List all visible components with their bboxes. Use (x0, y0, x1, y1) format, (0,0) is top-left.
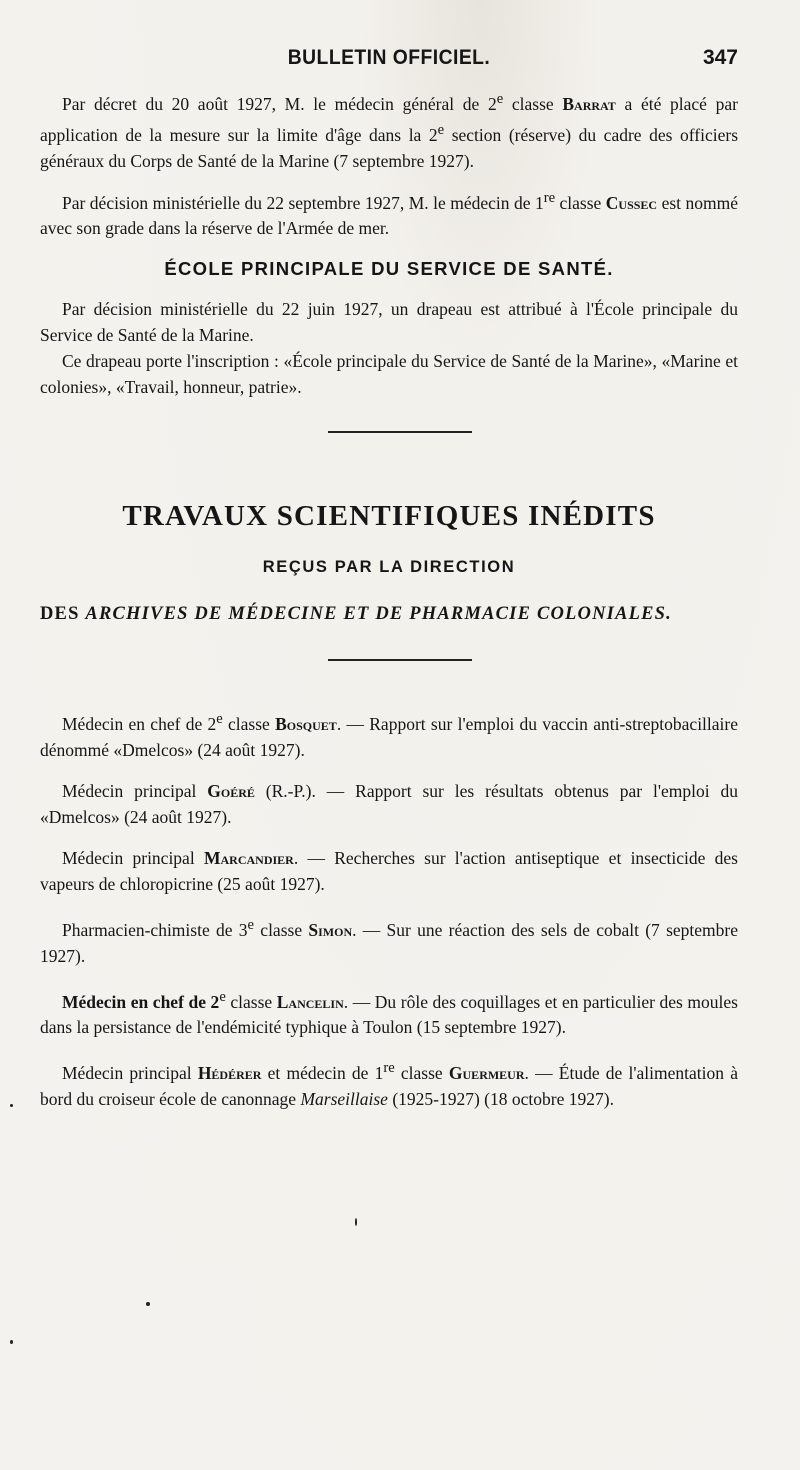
scan-speck (10, 1340, 13, 1344)
decree-paragraph: Par décret du 20 août 1927, M. le médecin général de 2e classe Barrat a été placé par application de la mesure sur la limite d'âge dans la 2e section (réserve) du cadre des officiers généraux du Corps de Santé de la Marine (7 septembre 1927). (40, 91, 739, 171)
list-item: Médecin principal Goéré (R.-P.). — Rapport sur les résultats obtenus par l'emploi du «Dmelcos» (24 août 1927). (40, 780, 738, 827)
section-heading: ÉCOLE PRINCIPALE DU SERVICE DE SANTÉ. (164, 258, 614, 279)
journal-name: ARCHIVES DE MÉDECINE ET DE PHARMACIE COLONIALES. (85, 604, 672, 624)
author-name: Hédérer (197, 1063, 262, 1084)
header-title: BULLETIN OFFICIEL. (287, 46, 491, 69)
running-header (40, 46, 738, 80)
decision-paragraph: Par décision ministérielle du 22 septembre 1927, M. le médecin de 1re classe Cussec est nommé avec son grade dans la réserve de l'Armée de mer. (40, 189, 738, 239)
scan-speck (355, 1218, 357, 1226)
page-number: 347 (702, 46, 738, 69)
list-item: Médecin en chef de 2e classe Lancelin. — Du rôle des coquillages et en particulier des moules dans la persistance de l'endémicité typhique à Toulon (15 septembre 1927). (40, 988, 738, 1038)
divider-rule (328, 431, 472, 433)
works-list (40, 706, 738, 1127)
author-name: Lancelin (276, 991, 344, 1012)
author-name: Marcandier (203, 847, 294, 868)
author-name: Goéré (207, 780, 255, 801)
list-item: Médecin principal Hédérer et médecin de 1re classe Guermeur. — Étude de l'alimentation à bord du croiseur école de canonnage Marseillaise (1925-1927) (18 octobre 1927). (40, 1060, 738, 1110)
school-notices (40, 296, 738, 400)
list-item: Pharmacien-chimiste de 3e classe Simon. — Sur une réaction des sels de cobalt (7 septembre 1927). (40, 916, 738, 966)
list-item: Médecin principal Marcandier. — Recherches sur l'action antiseptique et insecticide des vapeurs de chloropicrine (25 août 1927). (40, 847, 738, 894)
list-item: Médecin en chef de 2e classe Bosquet. — Rapport sur l'emploi du vaccin anti-streptobacillaire dénommé «Dmelcos» (24 août 1927). (40, 711, 739, 760)
ship-name: Marseillaise (300, 1089, 388, 1110)
person-name: Barrat (562, 93, 616, 114)
person-name: Cussec (605, 192, 658, 213)
school-paragraph: Ce drapeau porte l'inscription : «École principale du Service de Santé de la Marine», «Marine et colonies», «Travail, honneur, patrie». (40, 351, 738, 397)
subtitle-journal: DES ARCHIVES DE MÉDECINE ET DE PHARMACIE COLONIALES. (40, 604, 672, 624)
school-paragraph: Par décision ministérielle du 22 juin 1927, un drapeau est attribué à l'École principale du Service de Santé de la Marine. (40, 299, 738, 345)
divider-rule (328, 659, 472, 661)
official-notices (40, 86, 738, 241)
author-name: Simon (308, 919, 353, 940)
subtitle: REÇUS PAR LA DIRECTION (262, 558, 516, 576)
scan-speck (10, 1104, 13, 1107)
scan-speck (146, 1302, 150, 1306)
author-name: Bosquet (275, 713, 337, 734)
author-name: Guermeur (448, 1063, 525, 1084)
main-title: TRAVAUX SCIENTIFIQUES INÉDITS (122, 500, 656, 532)
